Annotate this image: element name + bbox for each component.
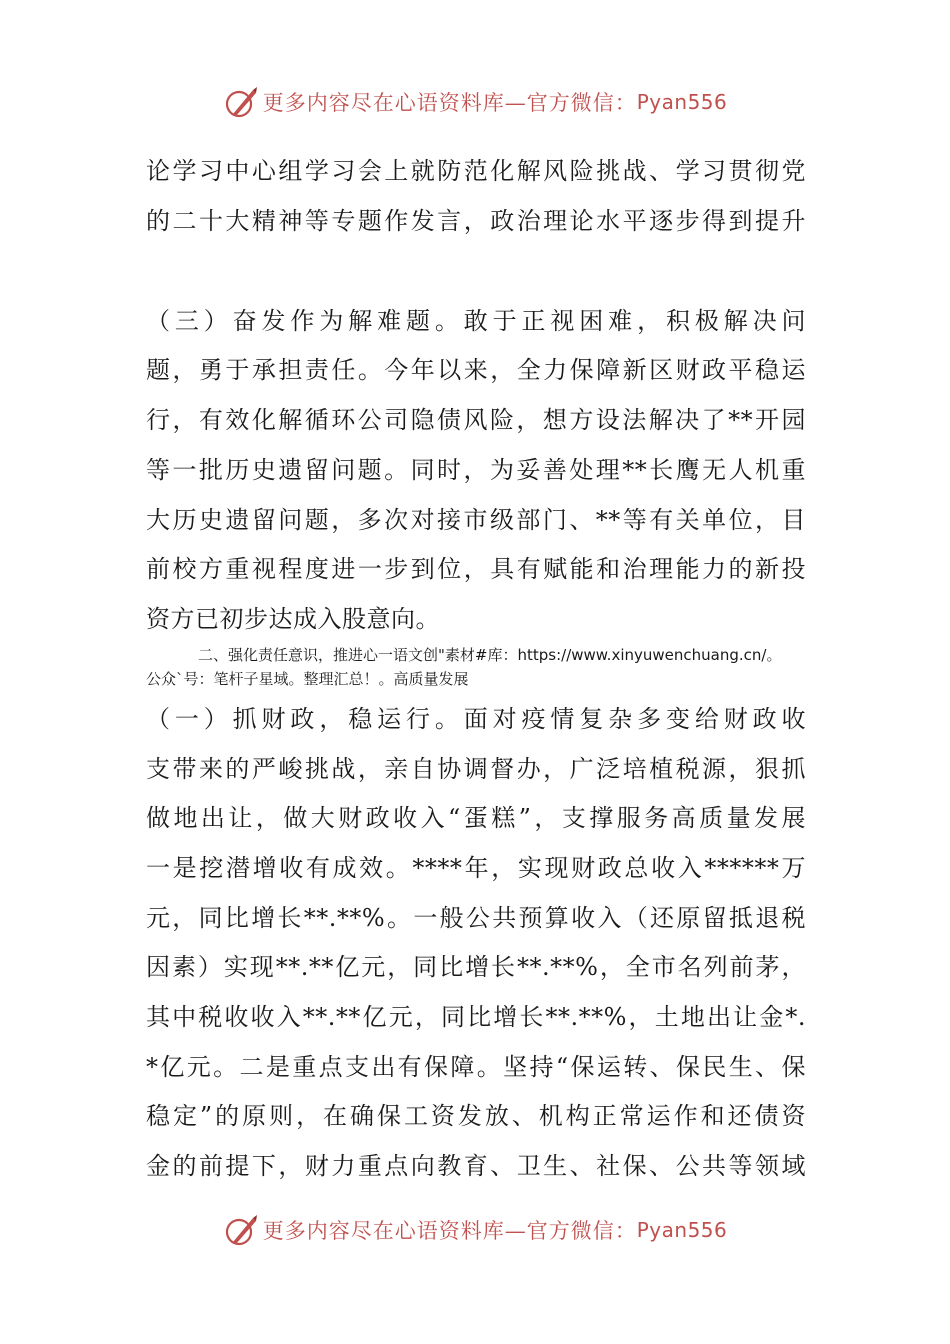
paragraph-line: *亿元。二是重点支出有保障。坚持“保运转、保民生、保 — [146, 1053, 806, 1081]
paragraph-line: 大历史遗留问题，多次对接市级部门、**等有关单位，目 — [146, 506, 806, 534]
banner-wechat-id: Pyan556 — [636, 90, 728, 114]
paragraph-line: 的二十大精神等专题作发言，政治理论水平逐步得到提升 — [146, 207, 806, 235]
paragraph-line: 题，勇于承担责任。今年以来，全力保障新区财政平稳运 — [146, 356, 806, 384]
section-heading-text: 二、强化责任意识，推进心一语文创"素材#库： — [198, 646, 518, 664]
paragraph-line: 行，有效化解循环公司隐债风险，想方设法解决了**开园 — [146, 406, 806, 434]
paragraph-line: 等一批历史遗留问题。同时，为妥善处理**长鹰无人机重 — [146, 456, 806, 484]
section-heading-url: https://www.xinyuwenchuang.cn/ — [517, 646, 767, 664]
paragraph-line: 做地出让，做大财政收入“蛋糕”，支撑服务高质量发展 — [146, 804, 806, 832]
banner-slogan: 更多内容尽在心语资料库—官方微信： — [262, 91, 637, 115]
paragraph-line: 稳定”的原则，在确保工资发放、机构正常运作和还债资 — [146, 1102, 806, 1130]
paragraph-line: 资方已初步达成入股意向。 — [146, 605, 440, 633]
paragraph-line: 前校方重视程度进一步到位，具有赋能和治理能力的新投 — [146, 555, 806, 583]
banner-slogan: 更多内容尽在心语资料库—官方微信： — [262, 1219, 637, 1243]
paragraph-line: （一）抓财政，稳运行。面对疫情复杂多变给财政收 — [146, 705, 806, 733]
quill-pen-logo-icon — [223, 1212, 259, 1248]
paragraph-line: 其中税收收入**.**亿元，同比增长**.**%，土地出让金*. — [146, 1003, 806, 1031]
paragraph-line: 一是挖潜增收有成效。****年，实现财政总收入******万 — [146, 854, 806, 882]
paragraph-line: 元，同比增长**.**%。一般公共预算收入（还原留抵退税 — [146, 904, 806, 932]
quill-pen-logo-icon — [223, 84, 259, 120]
section-heading-suffix: 。 — [766, 646, 782, 664]
footer-watermark-banner — [0, 1208, 950, 1252]
banner-wechat-id: Pyan556 — [636, 1218, 728, 1242]
section-heading-line2: 公众`号：笔杆子星域。整理汇总！。高质量发展 — [146, 670, 469, 688]
paragraph-line: 金的前提下，财力重点向教育、卫生、社保、公共等领域 — [146, 1152, 806, 1180]
section-heading — [146, 643, 868, 667]
header-watermark-banner — [0, 80, 950, 124]
paragraph-line: 支带来的严峻挑战，亲自协调督办，广泛培植税源，狠抓 — [146, 755, 806, 783]
paragraph-line: （三）奋发作为解难题。敢于正视困难，积极解决问 — [146, 307, 806, 335]
paragraph-line: 因素）实现**.**亿元，同比增长**.**%，全市名列前茅， — [146, 953, 806, 981]
paragraph-line: 论学习中心组学习会上就防范化解风险挑战、学习贯彻党 — [146, 157, 806, 185]
